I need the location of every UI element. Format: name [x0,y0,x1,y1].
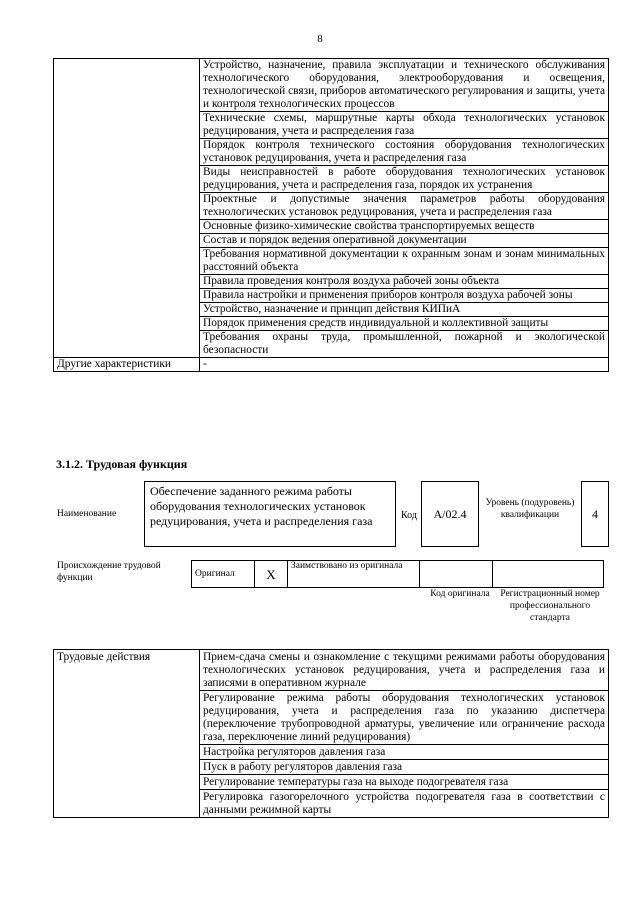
origin-table [191,560,604,588]
original-mark: X [255,561,288,588]
reg-number-cell [493,561,604,588]
action-item: Прием-сдача смены и ознакомление с текущими режимами работы оборудования технологических установок редуцирования, учета и распределения газа и записями в оперативном журнале [200,650,609,691]
section-title: 3.1.2. Трудовая функция [56,457,188,471]
name-label: Наименование [57,509,117,519]
table-row [54,358,609,372]
knowledge-item: Правила проведения контроля воздуха рабочей зоны объекта [200,275,609,289]
knowledge-item: Правила настройки и применения приборов контроля воздуха рабочей зоны [200,289,609,303]
actions-table [53,649,609,818]
table-row [54,59,609,112]
action-item: Пуск в работу регуляторов давления газа [200,760,609,775]
table-row [54,650,609,691]
knowledge-item: Технические схемы, маршрутные карты обхода технологических установок редуцирования, учета и распределения газа [200,112,609,139]
knowledge-item: Порядок применения средств индивидуальной и коллективной защиты [200,317,609,331]
page-number: 8 [317,33,323,45]
knowledge-item: Порядок контроля технического состояния оборудования технологических установок редуцирования, учета и распределения газа [200,139,609,166]
knowledge-table [53,58,609,372]
other-characteristics-label: Другие характеристики [54,358,200,372]
function-code-box: А/02.4 [421,481,479,547]
knowledge-label-cell [54,59,200,358]
qualification-level-label: Уровень (подуровень) квалификации [485,498,575,520]
knowledge-item: Основные физико-химические свойства транспортируемых веществ [200,220,609,234]
code-label: Код [401,510,417,521]
knowledge-item: Требования охраны труда, промышленной, пожарной и экологической безопасности [200,331,609,358]
function-name-box: Обеспечение заданного режима работы оборудования технологических установок редуцирования, учета и распределения газа [144,481,396,547]
table-row [192,561,604,588]
original-label: Оригинал [192,561,255,588]
knowledge-item: Требования нормативной документации к охранным зонам и зонам минимальных расстояний объекта [200,248,609,275]
actions-label: Трудовые действия [54,650,200,818]
knowledge-item: Проектные и допустимые значения параметров работы оборудования технологических установок редуцирования, учета и распределения газа [200,193,609,220]
other-characteristics-value: - [200,358,609,372]
action-item: Регулирование режима работы оборудования технологических установок редуцирования, учета и распределения газа по указанию диспетчера (переключение трубопроводной арматуры, увеличение или ограничение расхода газа, переключение линий редуцирования) [200,691,609,745]
action-item: Регулировка газогорелочного устройства подогревателя газа в соответствии с данными режимной карты [200,790,609,818]
origin-code-caption: Код оригинала [430,589,490,599]
action-item: Настройка регуляторов давления газа [200,745,609,760]
borrowed-label: Заимствовано из оригинала [288,561,420,588]
qualification-level-box: 4 [581,481,609,547]
origin-code-cell [420,561,493,588]
knowledge-item: Устройство, назначение, правила эксплуатации и технического обслуживания технологического оборудования, электрооборудования и освещения, технологической связи, приборов автоматического регулирования и защиты, учета и контроля технологических процессов [200,59,609,112]
reg-number-caption: Регистрационный номер профессионального стандарта [500,589,600,623]
knowledge-item: Устройство, назначение и принцип действия КИПиА [200,303,609,317]
knowledge-item: Виды неисправностей в работе оборудования технологических установок редуцирования, учета и распределения газа, порядок их устранения [200,166,609,193]
origin-label: Происхождение трудовой функции [57,561,161,583]
knowledge-item: Состав и порядок ведения оперативной документации [200,234,609,248]
action-item: Регулирование температуры газа на выходе подогревателя газа [200,775,609,790]
